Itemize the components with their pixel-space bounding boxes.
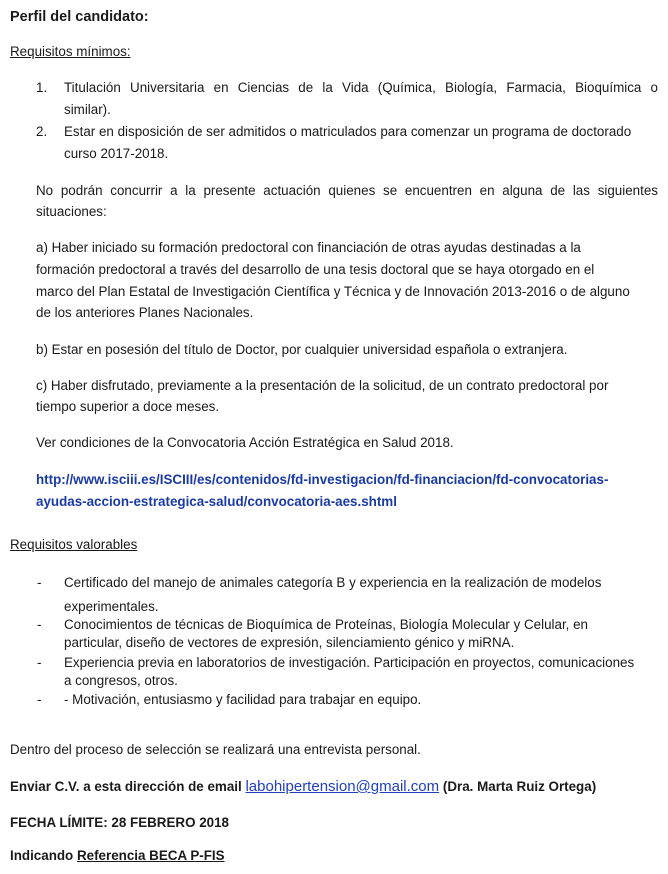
email-link[interactable]: labohipertension@gmail.com [245, 778, 440, 795]
item-line: Certificado del manejo de animales categoría B y experiencia en la realización de modelos [64, 575, 602, 590]
entrevista-text: Dentro del proceso de selección se realizará una entrevista personal. [10, 742, 421, 757]
bullet-dash: - [37, 617, 42, 632]
referencia-code: Referencia BECA P-FIS [76, 848, 225, 863]
exclusion-c-line: c) Haber disfrutado, previamente a la presentación de la solicitud, de un contrato predoctoral por [36, 378, 609, 393]
item-number: 2. [36, 124, 48, 139]
bullet-dash: - [37, 575, 42, 590]
item-line: experimentales. [64, 599, 159, 614]
exclusion-intro-line: situaciones: [36, 204, 107, 219]
item-line: a congresos, otros. [64, 673, 178, 688]
exclusion-intro-line: No podrán concurrir a la presente actuación quienes se encuentren en alguna de las siguientes [36, 183, 658, 198]
exclusion-c-line: tiempo superior a doce meses. [36, 399, 220, 414]
item-line: Experiencia previa en laboratorios de investigación. Participación en proyectos, comunicaciones [64, 655, 635, 670]
item-line: Conocimientos de técnicas de Bioquímica de Proteínas, Biología Molecular y Celular, en [64, 617, 589, 632]
contact-name: (Dra. Marta Ruiz Ortega) [442, 779, 597, 794]
paragraph-line: de los anteriores Planes Nacionales. [36, 305, 254, 320]
enviar-prefix: Enviar C.V. a esta dirección de email [10, 779, 242, 794]
bullet-dash: - [37, 692, 42, 707]
convocatoria-link[interactable]: http://www.isciii.es/ISCIII/es/contenidos/fd-investigacion/fd-financiacion/fd-convocatorias- [36, 472, 609, 487]
fecha-limite: FECHA LÍMITE: 28 FEBRERO 2018 [10, 815, 230, 830]
item-line: similar). [64, 102, 111, 117]
item-line: curso 2017-2018. [64, 146, 169, 161]
paragraph-line: formación predoctoral a través del desarrollo de una tesis doctoral que se haya otorgado en el [36, 262, 595, 277]
referencia-prefix: Indicando [10, 848, 74, 863]
item-line: Estar en disposición de ser admitidos o matriculados para comenzar un programa de doctorado [64, 124, 632, 139]
item-line: Titulación Universitaria en Ciencias de la Vida (Química, Biología, Farmacia, Bioquímica o [64, 80, 658, 95]
convocatoria-link-cont[interactable]: ayudas-accion-estrategica-salud/convocatoria-aes.shtml [36, 494, 397, 509]
paragraph-line: a) Haber iniciado su formación predoctoral con financiación de otras ayudas destinadas a la [36, 240, 581, 255]
paragraph-line: marco del Plan Estatal de Investigación Científica y Técnica y de Innovación 2013-2016 o de alguno [36, 284, 630, 299]
item-number: 1. [36, 80, 48, 95]
ver-condiciones: Ver condiciones de la Convocatoria Acción Estratégica en Salud 2018. [36, 435, 454, 450]
exclusion-b: b) Estar en posesión del título de Doctor, por cualquier universidad española o extranjera. [36, 342, 568, 357]
page-title: Perfil del candidato: [10, 9, 149, 25]
enviar-cv-line [10, 776, 596, 798]
referencia-line [10, 845, 225, 867]
requisitos-valorables-heading: Requisitos valorables [10, 537, 138, 552]
requisitos-minimos-heading: Requisitos mínimos: [10, 44, 131, 59]
item-line: particular, diseño de vectores de expresión, silenciamiento génico y miRNA. [64, 635, 515, 650]
item-line: - Motivación, entusiasmo y facilidad para trabajar en equipo. [64, 692, 422, 707]
bullet-dash: - [37, 655, 42, 670]
